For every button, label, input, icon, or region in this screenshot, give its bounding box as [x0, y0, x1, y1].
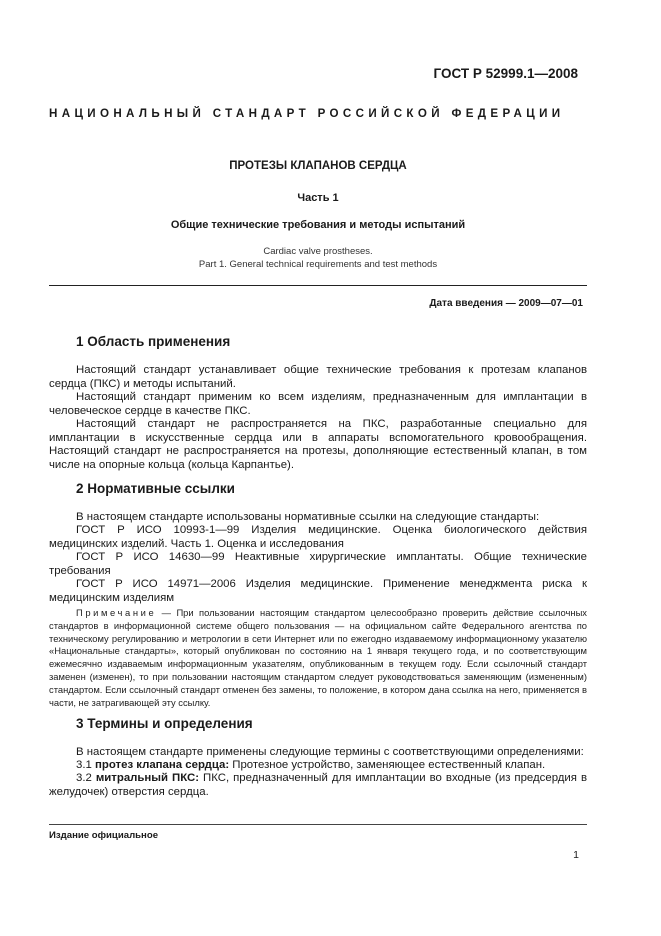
english-title-line-2: Part 1. General technical requirements and test methods	[198, 259, 438, 270]
document-code: ГОСТ Р 52999.1—2008	[433, 66, 578, 81]
term-definition: ПКС, предназначенный для имплантации во входные (из предсердия в желудочек) отверстия сердца.	[49, 772, 588, 798]
term-name: протез клапана сердца:	[95, 759, 230, 771]
section-2-heading: 2 Нормативные ссылки	[76, 481, 235, 496]
document-part: Часть 1	[297, 192, 339, 204]
term-number: 3.2	[76, 772, 92, 784]
section-1-paragraph-1: Настоящий стандарт устанавливает общие технические требования к протезам клапанов сердца (ПКС) и методы испытаний.	[49, 364, 587, 390]
title-divider	[49, 285, 587, 286]
section-2-paragraph-1: В настоящем стандарте использованы нормативные ссылки на следующие стандарты:	[76, 511, 540, 523]
term-3-2	[49, 772, 587, 799]
footer-divider	[49, 824, 587, 825]
introduction-date: Дата введения — 2009—07—01	[429, 298, 583, 309]
term-name: митральный ПКС:	[95, 772, 200, 784]
standard-banner: НАЦИОНАЛЬНЫЙ СТАНДАРТ РОССИЙСКОЙ ФЕДЕРАЦИИ	[49, 107, 565, 120]
english-title-line-1: Cardiac valve prostheses.	[263, 246, 373, 257]
section-1-paragraph-2: Настоящий стандарт применим ко всем изделиям, предназначенным для имплантации в человеческое сердце в качестве ПКС.	[49, 391, 587, 417]
section-2-reference-3: ГОСТ Р ИСО 14971—2006 Изделия медицинские. Применение менеджмента риска к медицинским изделиям	[49, 578, 587, 604]
edition-label: Издание официальное	[49, 830, 159, 841]
section-2-reference-1: ГОСТ Р ИСО 10993-1—99 Изделия медицинские. Оценка биологического действия медицинских изделий. Часть 1. Оценка и исследования	[49, 524, 587, 550]
note-label: Примечание	[76, 607, 157, 618]
section-1-heading: 1 Область применения	[76, 334, 231, 349]
section-3-heading: 3 Термины и определения	[76, 716, 253, 731]
section-3-intro: В настоящем стандарте применены следующие термины с соответствующими определениями:	[76, 746, 584, 758]
term-number: 3.1	[76, 759, 92, 771]
term-3-1	[49, 759, 587, 773]
note-text: — При пользовании настоящим стандартом целесообразно проверить действие ссылочных стандартов в информационной системе общего пользования — на официальном сайте Федерального агентства по техническому регулированию и метрологии в сети Интернет или по ежегодно издаваемому информационному указателю «Национальные стандарты», который опубликован по состоянию на 1 января текущего года, и по соответствующим ежемесячно издаваемым информационным указателям, опубликованным в текущем году. Если ссылочный стандарт заменен (изменен), то при пользовании настоящим стандартом следует руководствоваться заменяющим (измененным) стандартом. Если ссылочный стандарт отменен без замены, то положение, в котором дана ссылка на него, применяется в части, не затрагивающей эту ссылку.	[49, 607, 587, 708]
document-subtitle: Общие технические требования и методы испытаний	[170, 219, 466, 231]
section-2-note	[49, 607, 587, 709]
section-1-paragraph-3: Настоящий стандарт не распространяется на ПКС, разработанные специально для имплантации в искусственные сердца или в аппараты вспомогательного кровообращения. Настоящий стандарт не распространяется на протезы, дополняющие естественный клапан, в том числе на опорные кольца (кольца Карпантье).	[49, 418, 587, 471]
term-definition: Протезное устройство, заменяющее естественный клапан.	[229, 759, 546, 771]
page-number: 1	[573, 849, 579, 861]
document-title: ПРОТЕЗЫ КЛАПАНОВ СЕРДЦА	[229, 160, 407, 172]
section-2-reference-2: ГОСТ Р ИСО 14630—99 Неактивные хирургические имплантаты. Общие технические требования	[49, 551, 587, 577]
